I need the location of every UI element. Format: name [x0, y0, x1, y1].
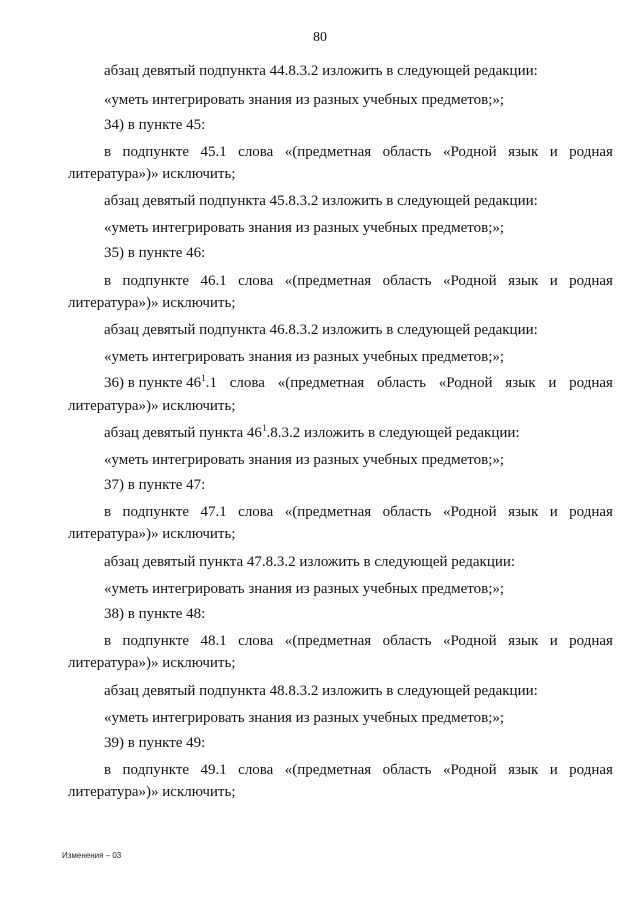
- word: слова: [238, 273, 274, 289]
- word: 45.1: [200, 144, 227, 160]
- line-head: 36) в пункте $46^1.1$: [104, 373, 217, 391]
- justified-line: [104, 503, 613, 521]
- word: «Родной: [438, 375, 493, 391]
- page-number: 80: [313, 30, 327, 45]
- justified-line: [104, 632, 613, 650]
- word: родная: [569, 273, 613, 289]
- word: «(предметная: [284, 762, 372, 778]
- word: слова: [238, 762, 274, 778]
- word: область: [382, 273, 432, 289]
- word: язык: [508, 273, 539, 289]
- word: область: [376, 375, 426, 391]
- paragraph-line: литература»)» исключить;: [68, 295, 236, 311]
- word: область: [382, 762, 432, 778]
- paragraph-line: «уметь интегрировать знания из разных учебных предметов;»;: [104, 220, 505, 236]
- word: и: [549, 633, 558, 649]
- word: «(предметная: [284, 144, 372, 160]
- paragraph-line: абзац девятый пункта $46^1.8.3.2$ изложить в следующей редакции:: [104, 423, 520, 441]
- item-heading: 39) в пункте 49:: [104, 735, 206, 751]
- justified-line: [104, 374, 613, 392]
- word: «Родной: [442, 144, 497, 160]
- word: 47.1: [200, 504, 227, 520]
- word: слова: [238, 504, 274, 520]
- word: родная: [569, 633, 613, 649]
- word: в: [104, 633, 112, 649]
- word: «(предметная: [284, 504, 372, 520]
- paragraph-line: абзац девятый пункта 47.8.3.2 изложить в следующей редакции:: [104, 554, 516, 570]
- item-heading: 37) в пункте 47:: [104, 477, 206, 493]
- word: «Родной: [442, 633, 497, 649]
- paragraph-line: литература»)» исключить;: [68, 398, 236, 414]
- paragraph-line: «уметь интегрировать знания из разных учебных предметов;»;: [104, 452, 505, 468]
- paragraph-line: «уметь интегрировать знания из разных учебных предметов;»;: [104, 349, 505, 365]
- word: 46.1: [200, 273, 227, 289]
- paragraph-line: абзац девятый подпункта 48.8.3.2 изложить в следующей редакции:: [104, 683, 538, 699]
- item-heading: 38) в пункте 48:: [104, 606, 206, 622]
- word: и: [549, 762, 558, 778]
- paragraph-line: абзац девятый подпункта 45.8.3.2 изложить в следующей редакции:: [104, 193, 538, 209]
- word: родная: [569, 375, 613, 391]
- word: слова: [229, 375, 265, 391]
- word: родная: [569, 144, 613, 160]
- word: «Родной: [442, 762, 497, 778]
- word: слова: [238, 144, 274, 160]
- word: подпункте: [122, 633, 190, 649]
- word: и: [549, 504, 558, 520]
- item-heading: 34) в пункте 45:: [104, 117, 206, 133]
- paragraph-line: «уметь интегрировать знания из разных учебных предметов;»;: [104, 92, 505, 108]
- word: область: [382, 144, 432, 160]
- word: язык: [508, 633, 539, 649]
- word: подпункте: [122, 144, 190, 160]
- word: в: [104, 762, 112, 778]
- word: область: [382, 633, 432, 649]
- justified-line: [104, 143, 613, 161]
- word: «Родной: [442, 504, 497, 520]
- word: язык: [508, 504, 539, 520]
- paragraph-line: «уметь интегрировать знания из разных учебных предметов;»;: [104, 710, 505, 726]
- word: подпункте: [122, 273, 190, 289]
- paragraph-line: литература»)» исключить;: [68, 655, 236, 671]
- paragraph-line: литература»)» исключить;: [68, 526, 236, 542]
- word: язык: [508, 762, 539, 778]
- item-heading: 35) в пункте 46:: [104, 245, 206, 261]
- word: «(предметная: [284, 633, 372, 649]
- word: слова: [238, 633, 274, 649]
- word: «(предметная: [277, 375, 365, 391]
- word: «(предметная: [284, 273, 372, 289]
- word: «Родной: [442, 273, 497, 289]
- word: в: [104, 273, 112, 289]
- word: родная: [569, 762, 613, 778]
- word: подпункте: [122, 762, 190, 778]
- word: язык: [505, 375, 536, 391]
- word: область: [382, 504, 432, 520]
- word: 48.1: [200, 633, 227, 649]
- paragraph-line: абзац девятый подпункта 46.8.3.2 изложить в следующей редакции:: [104, 322, 538, 338]
- paragraph-line: литература»)» исключить;: [68, 166, 236, 182]
- paragraph-line: абзац девятый подпункта 44.8.3.2 изложить в следующей редакции:: [104, 63, 538, 79]
- word: в: [104, 144, 112, 160]
- justified-line: [104, 761, 613, 779]
- word: в: [104, 504, 112, 520]
- word: 49.1: [200, 762, 227, 778]
- word: родная: [569, 504, 613, 520]
- word: и: [549, 273, 558, 289]
- word: язык: [508, 144, 539, 160]
- word: подпункте: [122, 504, 190, 520]
- footer-note: Изменения – 03: [62, 851, 122, 860]
- paragraph-line: «уметь интегрировать знания из разных учебных предметов;»;: [104, 581, 505, 597]
- paragraph-line: литература»)» исключить;: [68, 784, 236, 800]
- word: и: [548, 375, 557, 391]
- justified-line: [104, 272, 613, 290]
- word: и: [549, 144, 558, 160]
